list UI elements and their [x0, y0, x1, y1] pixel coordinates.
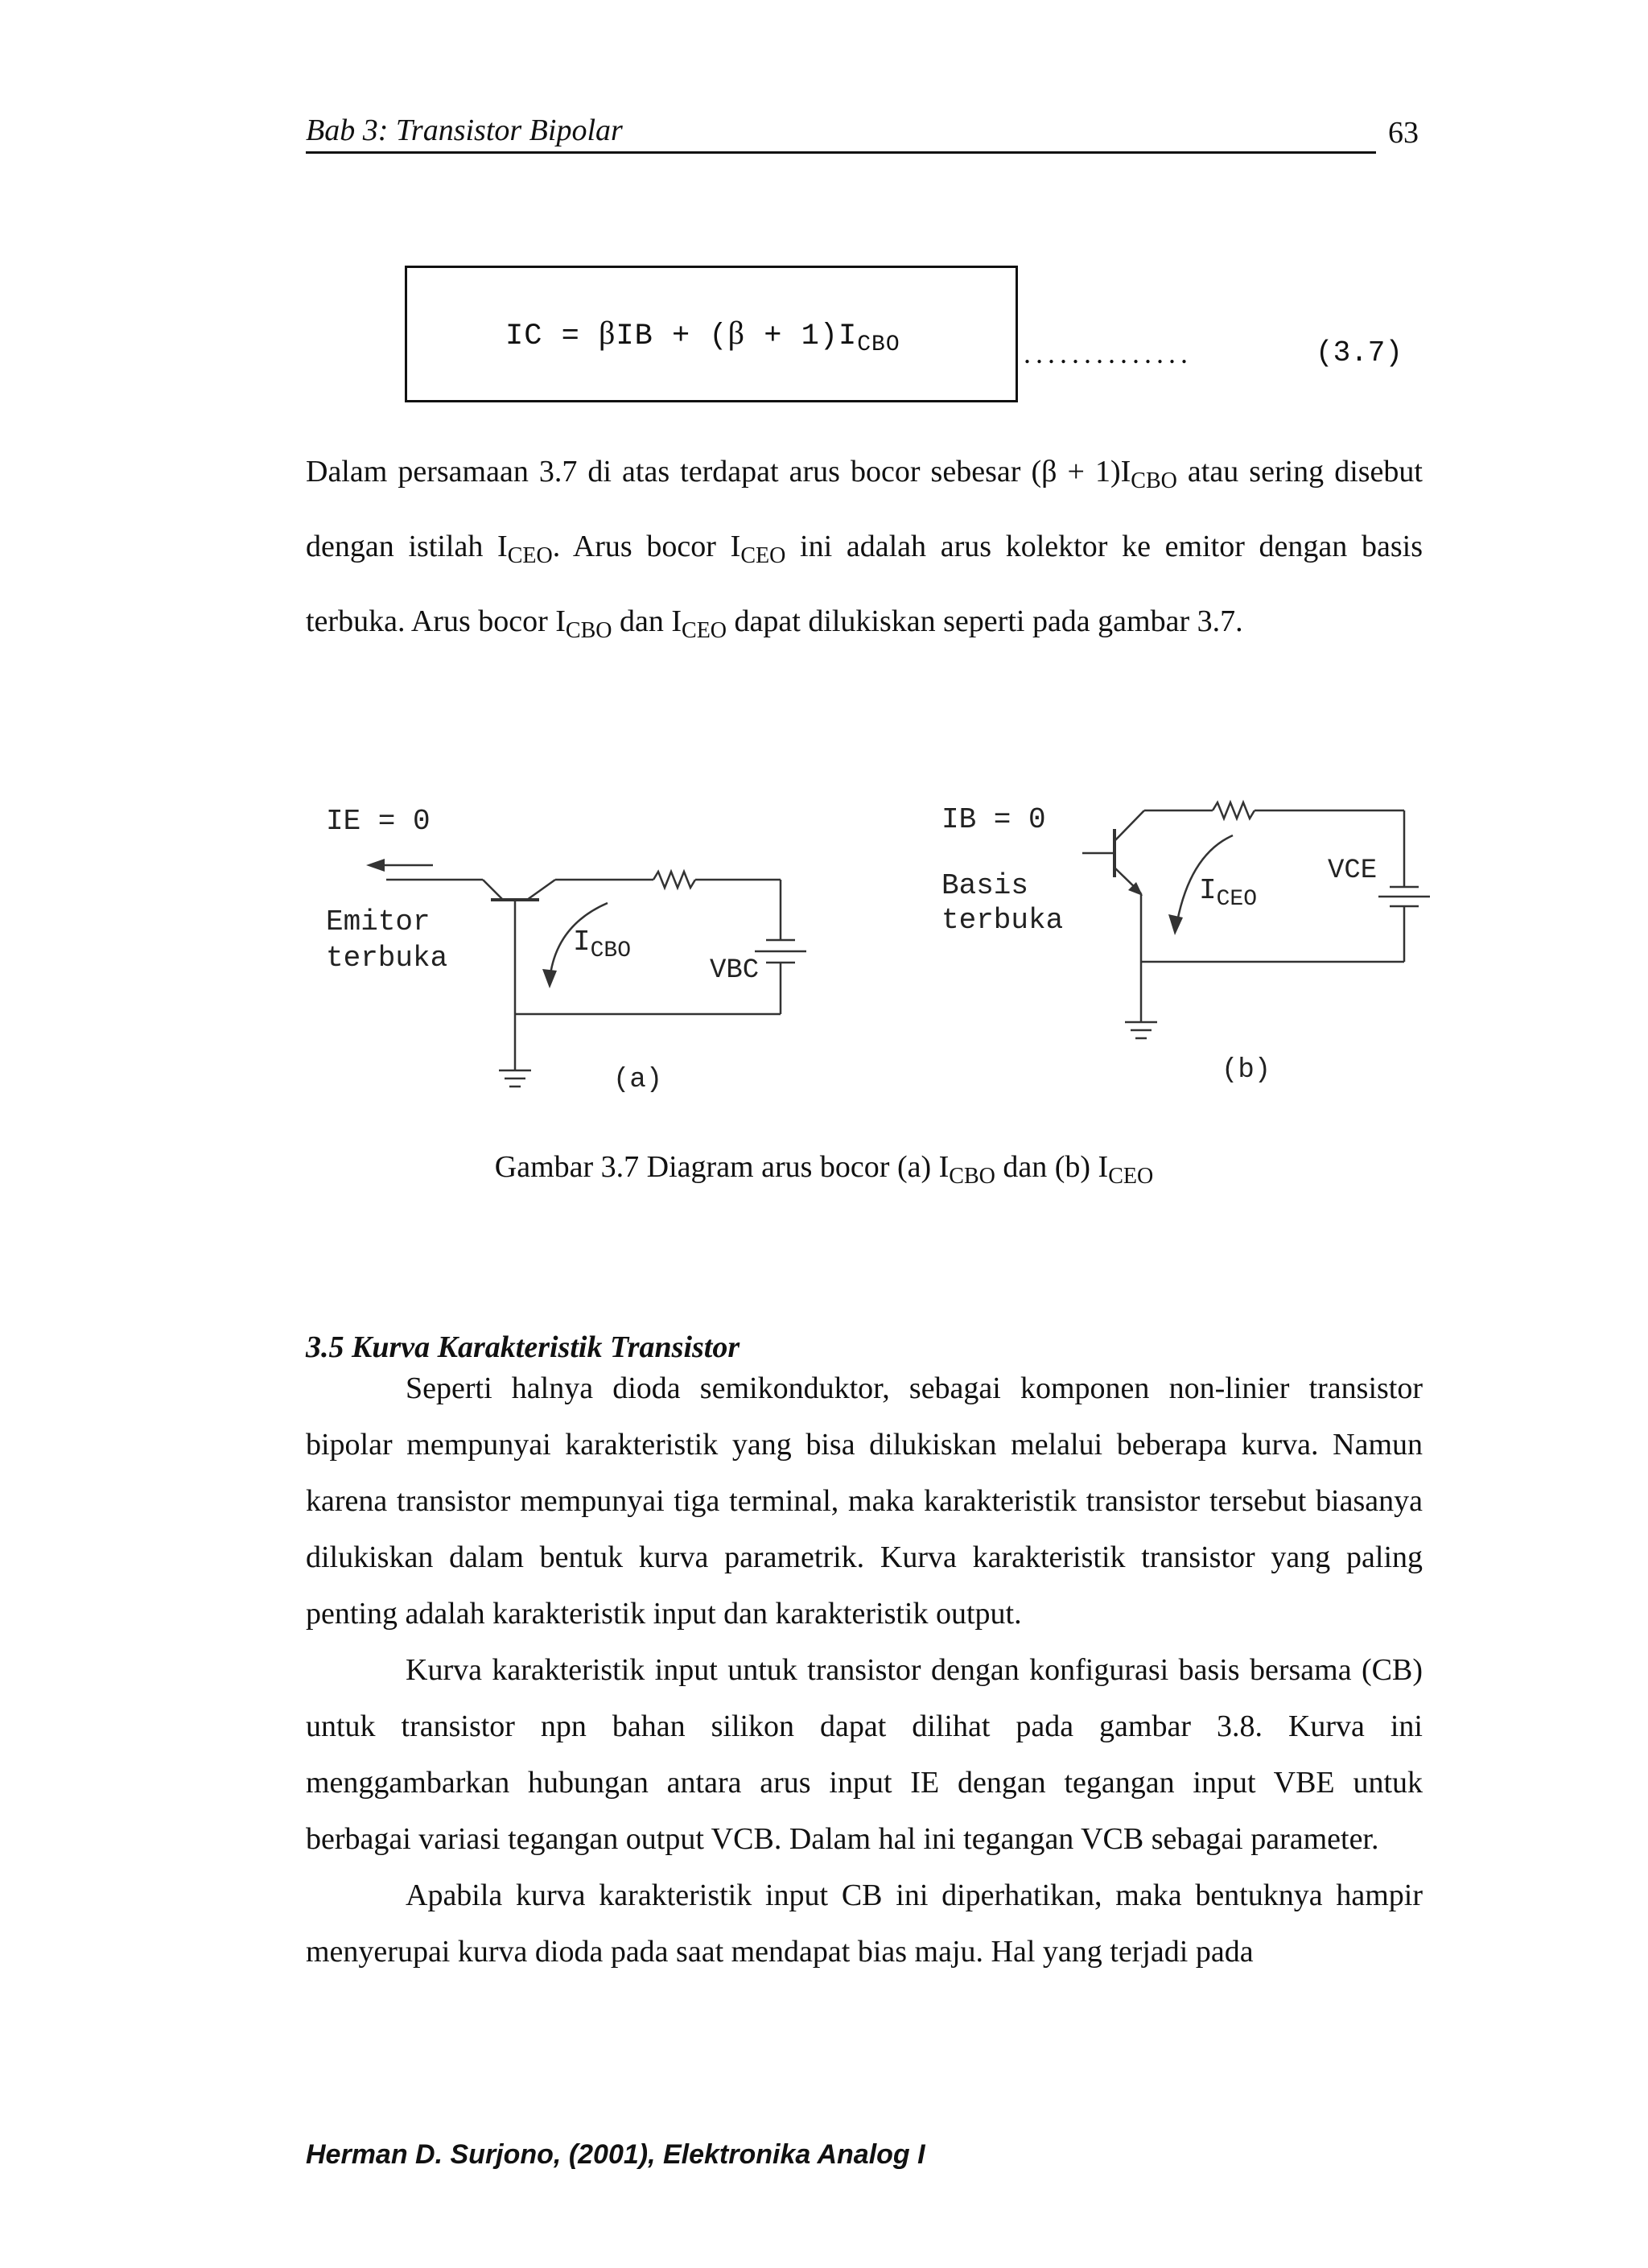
figure-a-label: (a): [613, 1065, 663, 1095]
p1-sub-2: CEO: [507, 543, 553, 568]
p1-sub-5: CEO: [682, 618, 727, 643]
emitor-label-line1: Emitor: [326, 905, 431, 938]
ie-arrow-head: [366, 859, 385, 872]
eq-beta-1: β: [599, 315, 616, 351]
p1-sub-1: CBO: [1131, 468, 1177, 493]
section-paragraph-2: Kurva karakteristik input untuk transistor dengan konfigurasi basis bersama (CB) untuk transistor npn bahan silikon dapat dilihat pada gambar 3.8. Kurva ini menggambarkan hubungan antara arus input IE dengan tegangan input VBE untuk berbagai variasi tegangan output VCB. Dalam hal ini tegangan VCB sebagai parameter.: [306, 1653, 1423, 1856]
equation-3-7: [505, 314, 900, 357]
iceo-arrow-head: [1168, 914, 1183, 935]
page-number: 63: [1388, 116, 1419, 150]
p1-text-3: . Arus bocor I: [552, 530, 741, 563]
ie-zero-label: IE = 0: [326, 805, 431, 838]
figure-caption: [0, 1149, 1648, 1189]
page-footer: Herman D. Surjono, (2001), Elektronika Analog I: [306, 2139, 925, 2170]
p1-sub-3: CEO: [740, 543, 786, 568]
eq-subscript: CBO: [857, 332, 900, 357]
section-heading: 3.5 Kurva Karakteristik Transistor: [306, 1330, 740, 1364]
iceo-sub: CEO: [1216, 887, 1258, 912]
emitter-diagonal: [483, 880, 503, 900]
paragraph-leakage: [306, 435, 1423, 659]
eq-beta-2: β: [727, 315, 745, 351]
caption-text: Gambar 3.7 Diagram arus bocor (a) I: [494, 1150, 950, 1184]
equation-leader-dots: ..............: [1024, 337, 1193, 369]
paragraph-leakage-text: [306, 435, 1423, 659]
icbo-label: [573, 926, 631, 963]
collector-diagonal-b: [1114, 810, 1144, 841]
iceo-label: [1199, 874, 1257, 912]
p1-text-5: dan I: [612, 604, 682, 638]
ib-zero-label: IB = 0: [941, 803, 1046, 836]
p1-sub-4: CBO: [565, 618, 612, 643]
collector-diagonal: [527, 880, 555, 900]
basis-label-line2: terbuka: [941, 904, 1064, 937]
resistor-a: [653, 872, 695, 888]
header-rule: [306, 151, 1376, 154]
running-header-title: Bab 3: Transistor Bipolar: [306, 113, 623, 147]
figure-3-7-diagram: [0, 765, 1648, 1135]
p1-text-1: Dalam persamaan 3.7 di atas terdapat arus bocor sebesar (β + 1)I: [306, 455, 1131, 489]
vbc-label: VBC: [710, 955, 760, 986]
figure-b-label: (b): [1222, 1055, 1271, 1086]
eq-term-1: IB + (: [616, 320, 728, 353]
section-paragraph-3: Apabila kurva karakteristik input CB ini diperhatikan, maka bentuknya hampir menyerupai kurva dioda pada saat mendapat bias maju. Hal yang terjadi pada: [306, 1878, 1423, 1969]
icbo-main: I: [573, 926, 591, 959]
eq-term-2: + 1)I: [744, 320, 858, 353]
equation-number: (3.7): [1316, 336, 1403, 369]
eq-lhs: IC =: [505, 320, 599, 353]
section-body: [306, 1360, 1423, 1980]
iceo-main: I: [1199, 874, 1217, 907]
emitor-label-line2: terbuka: [326, 942, 448, 975]
basis-label-line1: Basis: [941, 869, 1029, 902]
p1-text-4: ini adalah arus kolektor ke emitor dengan basis terbuka. Arus bocor I: [306, 530, 1423, 638]
icbo-sub: CBO: [590, 938, 632, 963]
caption-sub-1: CBO: [949, 1164, 995, 1189]
resistor-b: [1213, 802, 1255, 819]
icbo-arrow-head: [542, 969, 557, 988]
caption-mid: dan (b) I: [995, 1150, 1109, 1184]
p1-text-2: atau sering disebut dengan istilah I: [306, 455, 1423, 563]
caption-sub-2: CEO: [1108, 1164, 1154, 1189]
section-paragraph-1: Seperti halnya dioda semikonduktor, sebagai komponen non-linier transistor bipolar mempunyai karakteristik yang bisa dilukiskan melalui beberapa kurva. Namun karena transistor mempunyai tiga terminal, maka karakteristik transistor tersebut biasanya dilukiskan dalam bentuk kurva parametrik. Kurva karakteristik transistor yang paling penting adalah karakteristik input dan karakteristik output.: [306, 1371, 1423, 1631]
p1-text-6: dapat dilukiskan seperti pada gambar 3.7.: [727, 604, 1243, 638]
vce-label: VCE: [1328, 856, 1378, 886]
